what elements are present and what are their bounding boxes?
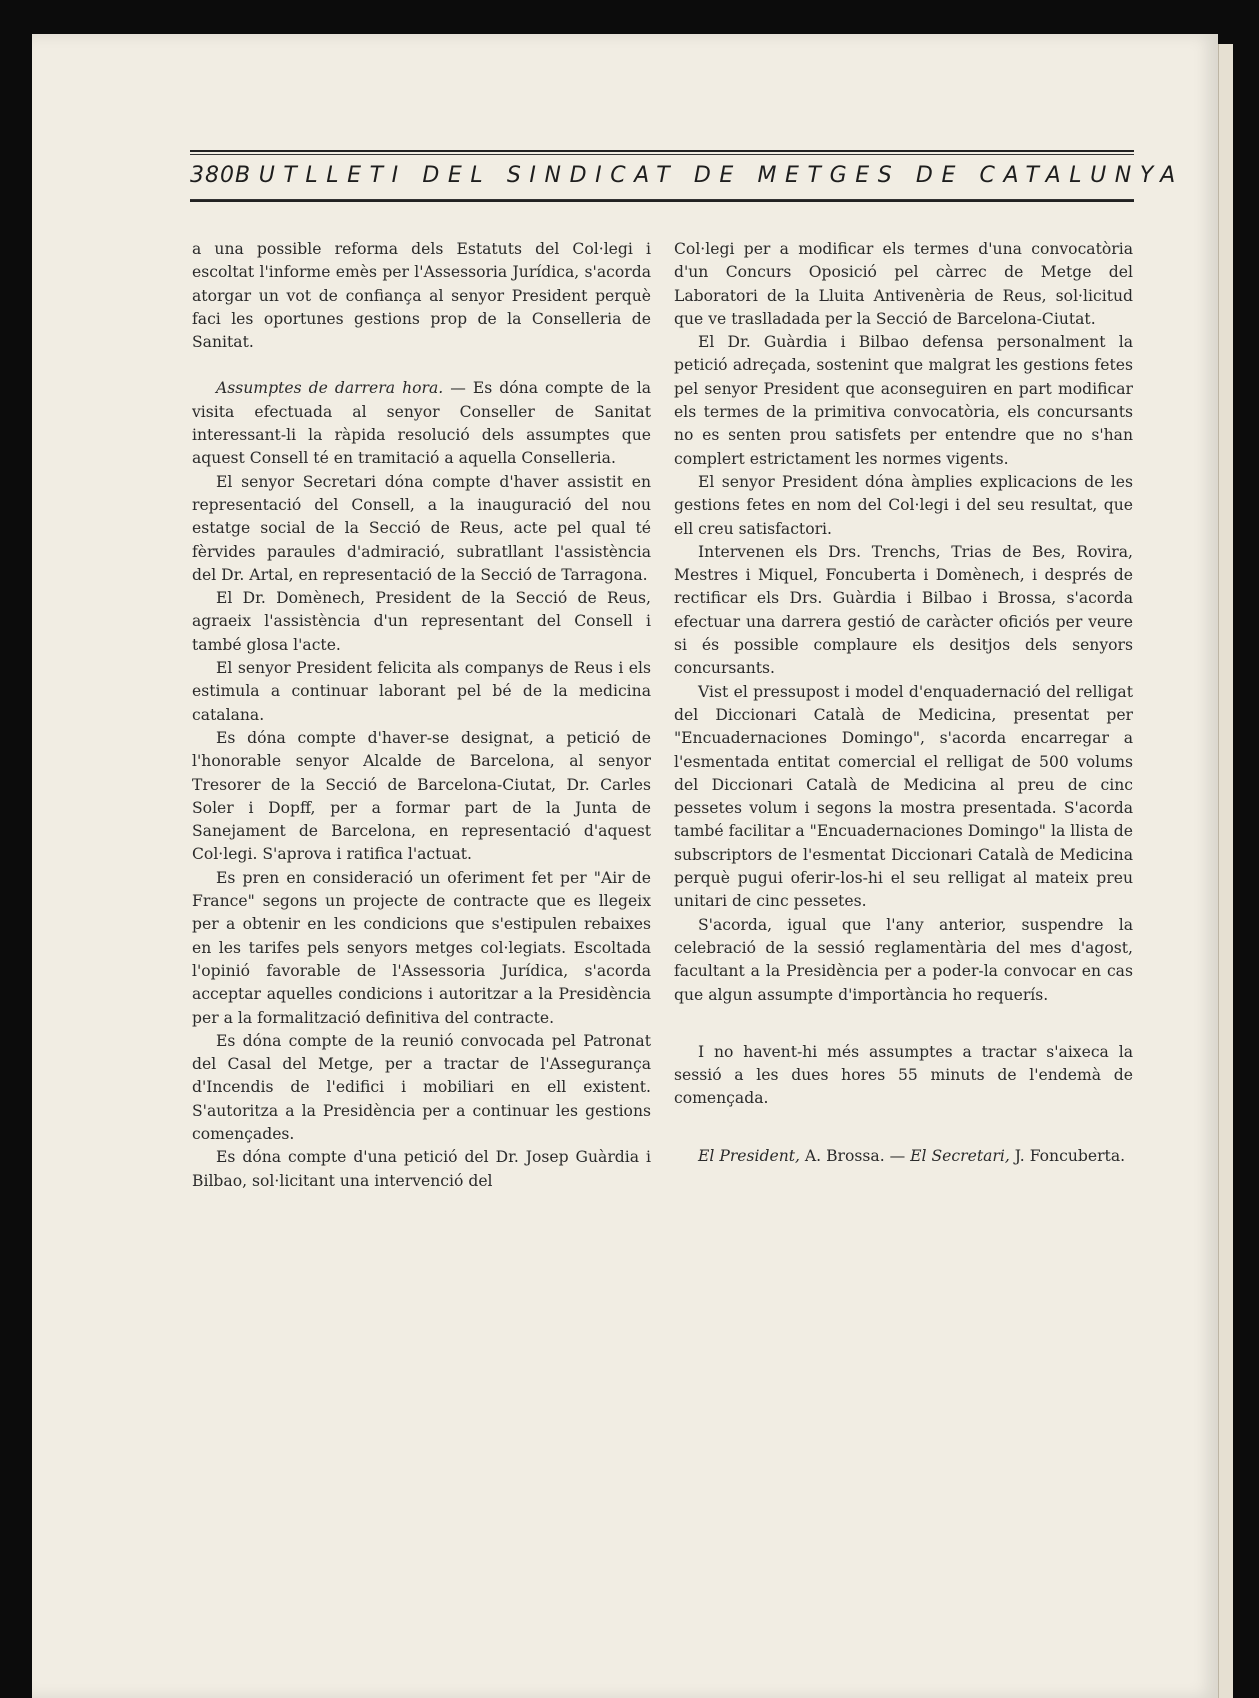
- paragraph: El Dr. Domènech, President de la Secció de Reus, agraeix l'assistència d'un representant del Consell i també glosa l'acte.: [192, 589, 651, 654]
- next-page-edge: [1218, 44, 1233, 1698]
- journal-title: BUTLLETI DEL SINDICAT DE METGES DE CATALUNYA: [235, 163, 1184, 188]
- header-bottom-rule: [190, 200, 1134, 202]
- president-label: El President,: [698, 1146, 800, 1165]
- paragraph: Es pren en consideració un oferiment fet per "Air de France" segons un projecte de contracte que es llegeix per a obtenir en les condicions que s'estipulen rebaixes en les tarifes pels senyors metges col·legiats. Escoltada l'opinió favorable de l'Assessoria Jurídica, s'acorda acceptar aquelles condicions i autoritzar a la Presidència per a la formalització definitiva del contracte.: [192, 868, 651, 1027]
- paragraph: El senyor President felicita als companys de Reus i els estimula a continuar laborant pel bé de la medicina catalana.: [192, 659, 651, 724]
- paragraph: Es dóna compte d'haver-se designat, a petició de l'honorable senyor Alcalde de Barcelona, al senyor Tresorer de la Secció de Barcelona-Ciutat, Dr. Carles Soler i Dopff, per a formar part de la Junta de Sanejament de Barcelona, en representació d'aquest Col·legi. S'aprova i ratifica l'actuat.: [192, 728, 651, 864]
- president-name: A. Brossa. —: [799, 1146, 911, 1165]
- paragraph-last-minute-matters: [192, 377, 651, 470]
- paragraph: Col·legi per a modificar els termes d'una convocatòria d'un Concurs Oposició pel càrrec de Metge del Laboratori de la Lluita Antivenèria de Reus, sol·licitud que ve traslladada per la Secció de Barcelona-Ciutat.: [674, 240, 1133, 328]
- paragraph: S'acorda, igual que l'any anterior, suspendre la celebració de la sessió reglamentària del mes d'agost, facultant a la Presidència per a poder-la convocar en cas que algun assumpte d'importància ho requerís.: [674, 915, 1133, 1004]
- right-column: [674, 238, 1133, 1168]
- paragraph: El senyor Secretari dóna compte d'haver assistit en representació del Consell, a la inauguració del nou estatge social de la Secció de Reus, acte pel qual té fèrvides paraules d'admiració, subratllant l'assistència del Dr. Artal, en representació de la Secció de Tarragona.: [192, 472, 651, 584]
- paragraph: El Dr. Guàrdia i Bilbao defensa personalment la petició adreçada, sostenint que malgrat les gestions fetes pel senyor President que aconseguiren en part modificar els termes de la primitiva convocatòria, els concursants no es senten prou satisfets per entendre que no s'han complert estrictament les normes vigents.: [674, 333, 1133, 468]
- paragraph: El senyor President dóna àmplies explicacions de les gestions fetes en nom del Col·legi i del seu resultat, que ell creu satisfactori.: [674, 472, 1133, 538]
- paragraph: Es dóna compte d'una petició del Dr. Josep Guàrdia i Bilbao, sol·licitant una intervenció del: [192, 1148, 651, 1190]
- section-heading: Assumptes de darrera hora.: [216, 379, 444, 398]
- paragraph: Es dóna compte de la reunió convocada pel Patronat del Casal del Metge, per a tractar de l'Assegurança d'Incendis de l'edifici i mobiliari en ell existent. S'autoritza a la Presidència per a continuar les gestions començades.: [192, 1031, 651, 1143]
- signatures: [674, 1145, 1133, 1168]
- paragraph-text: — Es dóna compte de la visita efectuada al senyor Conseller de Sanitat interessant-li la ràpida resolució dels assumptes que aquest Consell té en tramitació a aquella Conselleria.: [192, 379, 651, 468]
- left-column: [192, 238, 651, 1193]
- paragraph: Intervenen els Drs. Trenchs, Trias de Bes, Rovira, Mestres i Miquel, Foncuberta i Domènech, i després de rectificar els Drs. Guàrdia i Bilbao i Brossa, s'acorda efectuar una darrera gestió de caràcter oficiós per veure si és possible complaure els desitjos dels senyors concursants.: [674, 542, 1133, 678]
- header-line: [190, 155, 1184, 197]
- closing-paragraph: I no havent-hi més assumptes a tractar s'aixeca la sessió a les dues hores 55 minuts de l'endemà de començada.: [674, 1042, 1133, 1108]
- paragraph: Vist el pressupost i model d'enquadernació del relligat del Diccionari Català de Medicina, presentat per "Encuadernaciones Domingo", s'acorda encarregar a l'esmentada entitat comercial el relligat de 500 volums del Diccionari Català de Medicina al preu de cinc pessetes volum i segons la mostra presentada. S'acorda també facilitar a "Encuadernaciones Domingo" la llista de subscriptors de l'esmentat Diccionari Català de Medicina perquè pugui oferir-los-hi el seu relligat al mateix preu unitari de cinc pessetes.: [674, 682, 1133, 911]
- page-number: 380: [190, 163, 235, 188]
- header-top-rule: [190, 150, 1134, 152]
- running-header: [190, 150, 1184, 202]
- secretary-name: J. Foncuberta.: [1009, 1146, 1126, 1165]
- paragraph: a una possible reforma dels Estatuts del Col·legi i escoltat l'informe emès per l'Assessoria Jurídica, s'acorda atorgar un vot de confiança al senyor President perquè faci les oportunes gestions prop de la Conselleria de Sanitat.: [192, 240, 651, 352]
- secretary-label: El Secretari,: [910, 1146, 1010, 1165]
